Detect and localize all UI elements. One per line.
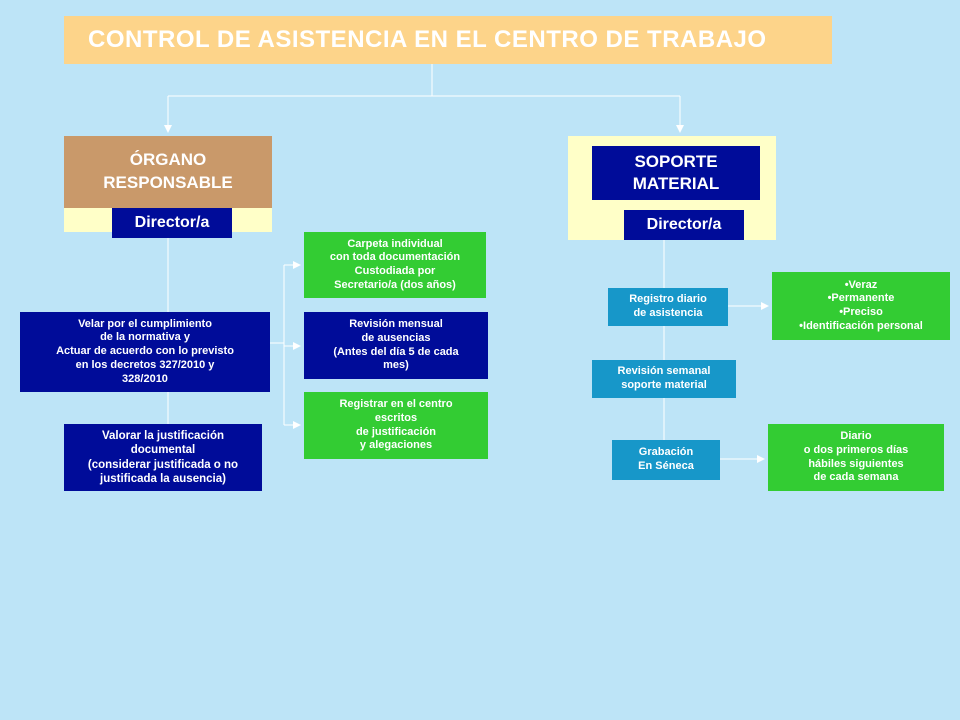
valorar-box: Valorar la justificación documental (considerar justificada o no justificada la ausencia)	[64, 424, 262, 491]
carpeta-box: Carpeta individual con toda documentación Custodiada por Secretario/a (dos años)	[304, 232, 486, 298]
registro-diario-box: Registro diario de asistencia	[608, 288, 728, 326]
registrar-box: Registrar en el centro escritos de justificación y alegaciones	[304, 392, 488, 459]
soporte-material-box: SOPORTE MATERIAL	[592, 146, 760, 200]
grabacion-seneca-box: Grabación En Séneca	[612, 440, 720, 480]
page-title: CONTROL DE ASISTENCIA EN EL CENTRO DE TRABAJO	[64, 16, 832, 64]
revision-semanal-box: Revisión semanal soporte material	[592, 360, 736, 398]
left-director-box: Director/a	[112, 208, 232, 238]
right-director-box: Director/a	[624, 210, 744, 240]
caracteristicas-box: •Veraz •Permanente •Preciso •Identificación personal	[772, 272, 950, 340]
plazo-box: Diario o dos primeros días hábiles siguientes de cada semana	[768, 424, 944, 491]
revision-mensual-box: Revisión mensual de ausencias (Antes del día 5 de cada mes)	[304, 312, 488, 379]
organo-responsable-box: ÓRGANO RESPONSABLE	[64, 136, 272, 208]
velar-box: Velar por el cumplimiento de la normativa y Actuar de acuerdo con lo previsto en los decretos 327/2010 y 328/2010	[20, 312, 270, 392]
